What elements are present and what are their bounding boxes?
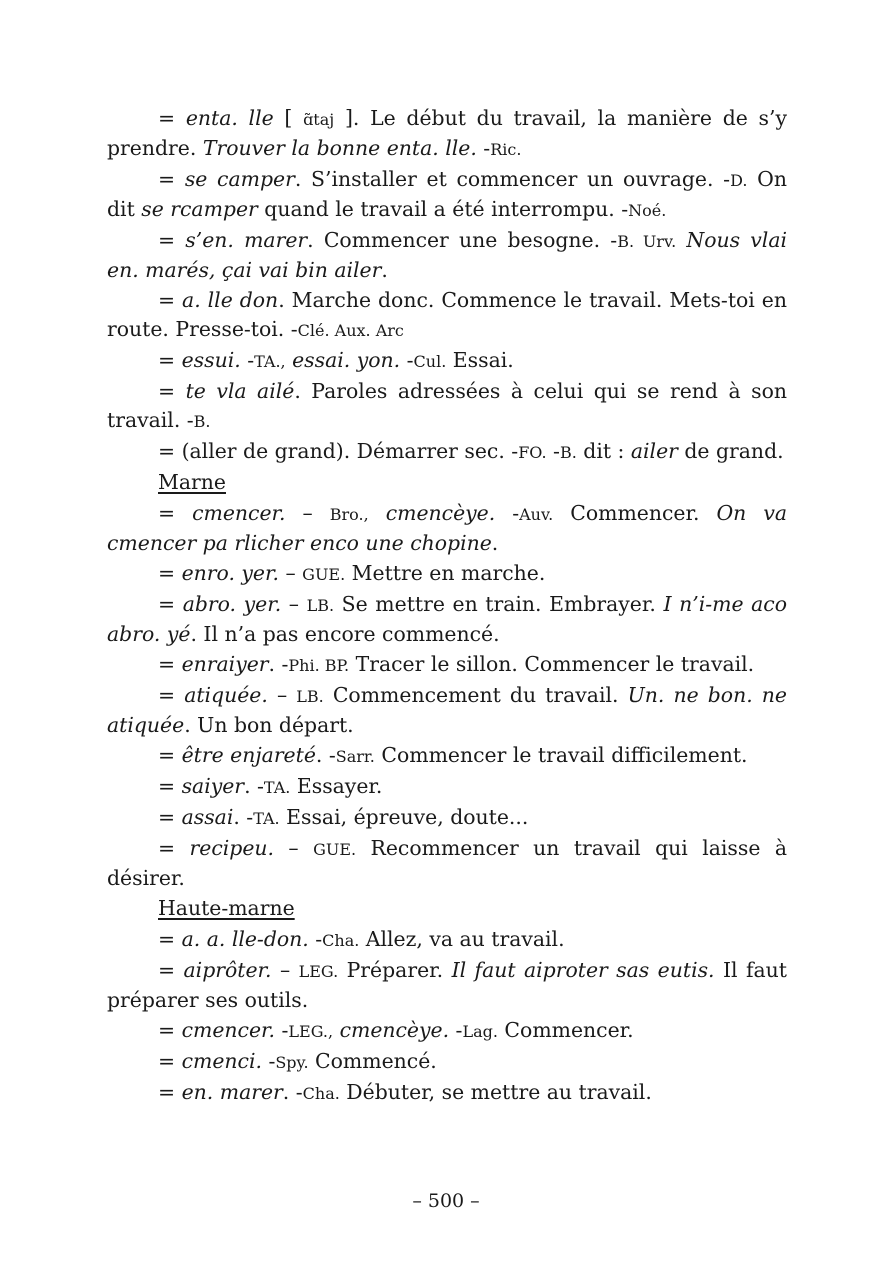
entry-source: GUE. [313,840,357,859]
entry-text: = [158,958,184,982]
entry-text: . Commencer une besogne. - [307,228,618,252]
entry-text: = [158,927,182,951]
entry-text: – [285,501,330,525]
dictionary-entry [107,226,787,285]
entry-source: Cha. [322,931,360,950]
entry-source: TA., [254,352,286,371]
entry-source: Noé. [628,201,667,220]
entry-text: Commencer. [553,501,717,525]
entry-source: LB. [296,687,324,706]
entry-text: Tracer le sillon. Commencer le travail. [349,652,755,676]
entry-text: - [476,136,491,160]
entry-source: LB. [306,596,335,615]
entry-text: = (aller de grand). Démarrer sec. - [158,439,519,463]
entry-term: cmencèye. [339,1018,450,1042]
entry-text: - [449,1018,463,1042]
dictionary-entry [107,377,787,436]
entry-source: Ric. [490,140,522,159]
entry-text: – [267,683,297,707]
entry-term: ailer [630,439,678,463]
entry-source: Bro., [329,505,369,524]
entry-text: Commencé. [308,1049,437,1073]
entry-source: LEG., [288,1022,334,1041]
entry-source: Phi. BP. [288,656,350,675]
entry-text: . Il n’a pas encore commencé. [190,622,500,646]
dictionary-entry [107,590,787,649]
dictionary-entry [107,559,787,589]
entry-term: Nous vlai en. marés, çai vai bin ailer [107,228,787,282]
entry-text: = [158,379,186,403]
dictionary-entry [107,772,787,802]
entry-text: = [158,1080,182,1104]
entry-term: a. lle don [182,288,279,312]
entry-term: s’en. marer [185,228,308,252]
entry-text: . - [315,743,336,767]
entry-term: être enjareté [181,743,316,767]
entry-text: . S’installer et commencer un ouvrage. - [294,167,731,191]
entry-text: = [158,348,182,372]
dictionary-entry [107,803,787,833]
entry-text: = [158,1018,182,1042]
entry-term: cmenci. [181,1049,262,1073]
dictionary-entry [107,1016,787,1046]
entry-text: . - [268,652,289,676]
entry-text: . Un bon départ. [184,713,354,737]
entry-text: ]. Le début du travail, la manière de s’y prendre. [107,106,787,160]
entry-term: a. a. lle-don. [181,927,309,951]
entry-source: ɑ̃taj [303,110,335,129]
entry-term: enro. yer. [181,561,279,585]
entry-text: Commencer le travail difficilement. [374,743,748,767]
entry-text: - [495,501,520,525]
section-heading-text: Haute-marne [158,896,295,920]
entry-text: – [274,836,314,860]
entry-term: Un. ne bon. ne atiquée [107,683,787,737]
entry-source: D. [730,171,748,190]
entry-text: - [400,348,414,372]
entry-text: Mettre en marche. [345,561,546,585]
entry-text: = [158,652,182,676]
entry-source: LEG. [298,962,339,981]
entry-source: B. [559,443,577,462]
entry-text [676,228,686,252]
entry-text: dit : [576,439,631,463]
entry-text: - [308,927,323,951]
page-number: – 500 – [412,1190,480,1212]
entry-text: = [158,501,193,525]
entry-term: cmencer. [192,501,286,525]
entry-term: saiyer [181,774,245,798]
entry-term: se rcamper [141,197,258,221]
entry-source: Sarr. [335,747,375,766]
entry-text: Essai. [446,348,514,372]
entry-text: Recommencer un travail qui laisse à désirer. [107,836,787,890]
entry-term: cmencèye. [385,501,496,525]
entry-text: = [158,561,182,585]
entry-text: – [271,958,299,982]
entry-text: Commencer. [497,1018,634,1042]
entry-text: . - [244,774,264,798]
entry-text: = [158,106,186,130]
dictionary-entry [107,956,787,1015]
entry-text: = [158,743,182,767]
entry-term: Trouver la bonne enta. lle. [202,136,477,160]
entry-text: de grand. [677,439,784,463]
dictionary-entry [107,499,787,558]
entry-text: Allez, va au travail. [359,927,565,951]
entry-term: cmencer. [181,1018,276,1042]
section-heading [107,468,787,497]
entry-source: TA. [253,809,280,828]
dictionary-entry [107,925,787,955]
entry-term: assai [181,805,234,829]
entry-text: Préparer. [338,958,452,982]
entry-text: On dit [107,167,787,221]
entry-text: Essai, épreuve, doute... [279,805,529,829]
dictionary-entry [107,165,787,225]
entry-text: Il faut préparer ses outils. [107,958,787,1012]
entry-text: = [158,592,183,616]
entry-text: . [381,258,388,282]
entry-text: = [158,774,182,798]
entry-source: B. Urv. [617,232,677,251]
entry-term: I n’i-me aco abro. yé [107,592,787,646]
entry-term: Il faut aiproter sas eutis. [451,958,715,982]
entry-text: – [281,592,307,616]
entry-source: FO. [518,443,547,462]
entry-text: . [491,531,499,555]
dictionary-entry [107,834,787,893]
dictionary-entry [107,650,787,680]
entry-text: - [261,1049,276,1073]
entry-text: . Marche donc. Commence le travail. Mets-toi en route. Presse-toi. - [107,288,787,341]
entry-source: Clé. Aux. Arc [297,321,404,340]
entry-term: en. marer [181,1080,283,1104]
page-content [107,104,787,1109]
dictionary-entry [107,104,787,164]
entry-term: se camper [184,167,295,191]
entry-text: Commencement du travail. [323,683,628,707]
entry-text: = [158,836,190,860]
entry-text: = [158,288,183,312]
section-heading-text: Marne [158,470,226,494]
entry-text: = [158,228,186,252]
entry-term: enta. lle [185,106,274,130]
entry-text: Se mettre en train. Embrayer. [334,592,664,616]
entry-term: atiquée. [184,683,268,707]
entry-source: Cha. [302,1084,340,1103]
entry-source: Auv. [519,505,554,524]
entry-text: = [158,805,182,829]
entry-term: On va cmencer pa rlicher enco une chopine [107,501,788,555]
entry-text: = [158,167,185,191]
entry-term: aiprôter. [183,958,272,982]
entry-term: te vla ailé [185,379,295,403]
entry-term: essui. [181,348,241,372]
entry-source: Spy. [275,1053,309,1072]
dictionary-entry [107,437,787,467]
entry-source: Cul. [413,352,447,371]
dictionary-entry [107,681,787,740]
dictionary-entry [107,741,787,771]
entry-text: - [240,348,255,372]
entry-source: TA. [263,778,291,797]
entry-text: . - [233,805,254,829]
entry-source: Lag. [462,1022,498,1041]
entry-text [369,501,386,525]
entry-text: Débuter, se mettre au travail. [339,1080,652,1104]
section-heading [107,894,787,923]
entry-text: = [158,683,185,707]
entry-term: essai. yon. [292,348,401,372]
entry-text: - [546,439,560,463]
entry-text: - [275,1018,289,1042]
dictionary-entry [107,286,787,345]
entry-term: abro. yer. [182,592,282,616]
entry-text: = [158,1049,182,1073]
entry-text: quand le travail a été interrompu. - [257,197,629,221]
entry-term: enraiyer [181,652,269,676]
entry-source: GUE. [302,565,346,584]
dictionary-entry [107,1047,787,1077]
entry-text: Essayer. [290,774,383,798]
entry-text: . - [282,1080,303,1104]
entry-text: – [278,561,303,585]
dictionary-entry [107,346,787,376]
entry-text: . Paroles adressées à celui qui se rend à son travail. - [107,379,787,432]
entry-term: recipeu. [189,836,275,860]
entry-text: [ [273,106,304,130]
dictionary-entry [107,1078,787,1108]
entry-source: B. [193,412,211,431]
